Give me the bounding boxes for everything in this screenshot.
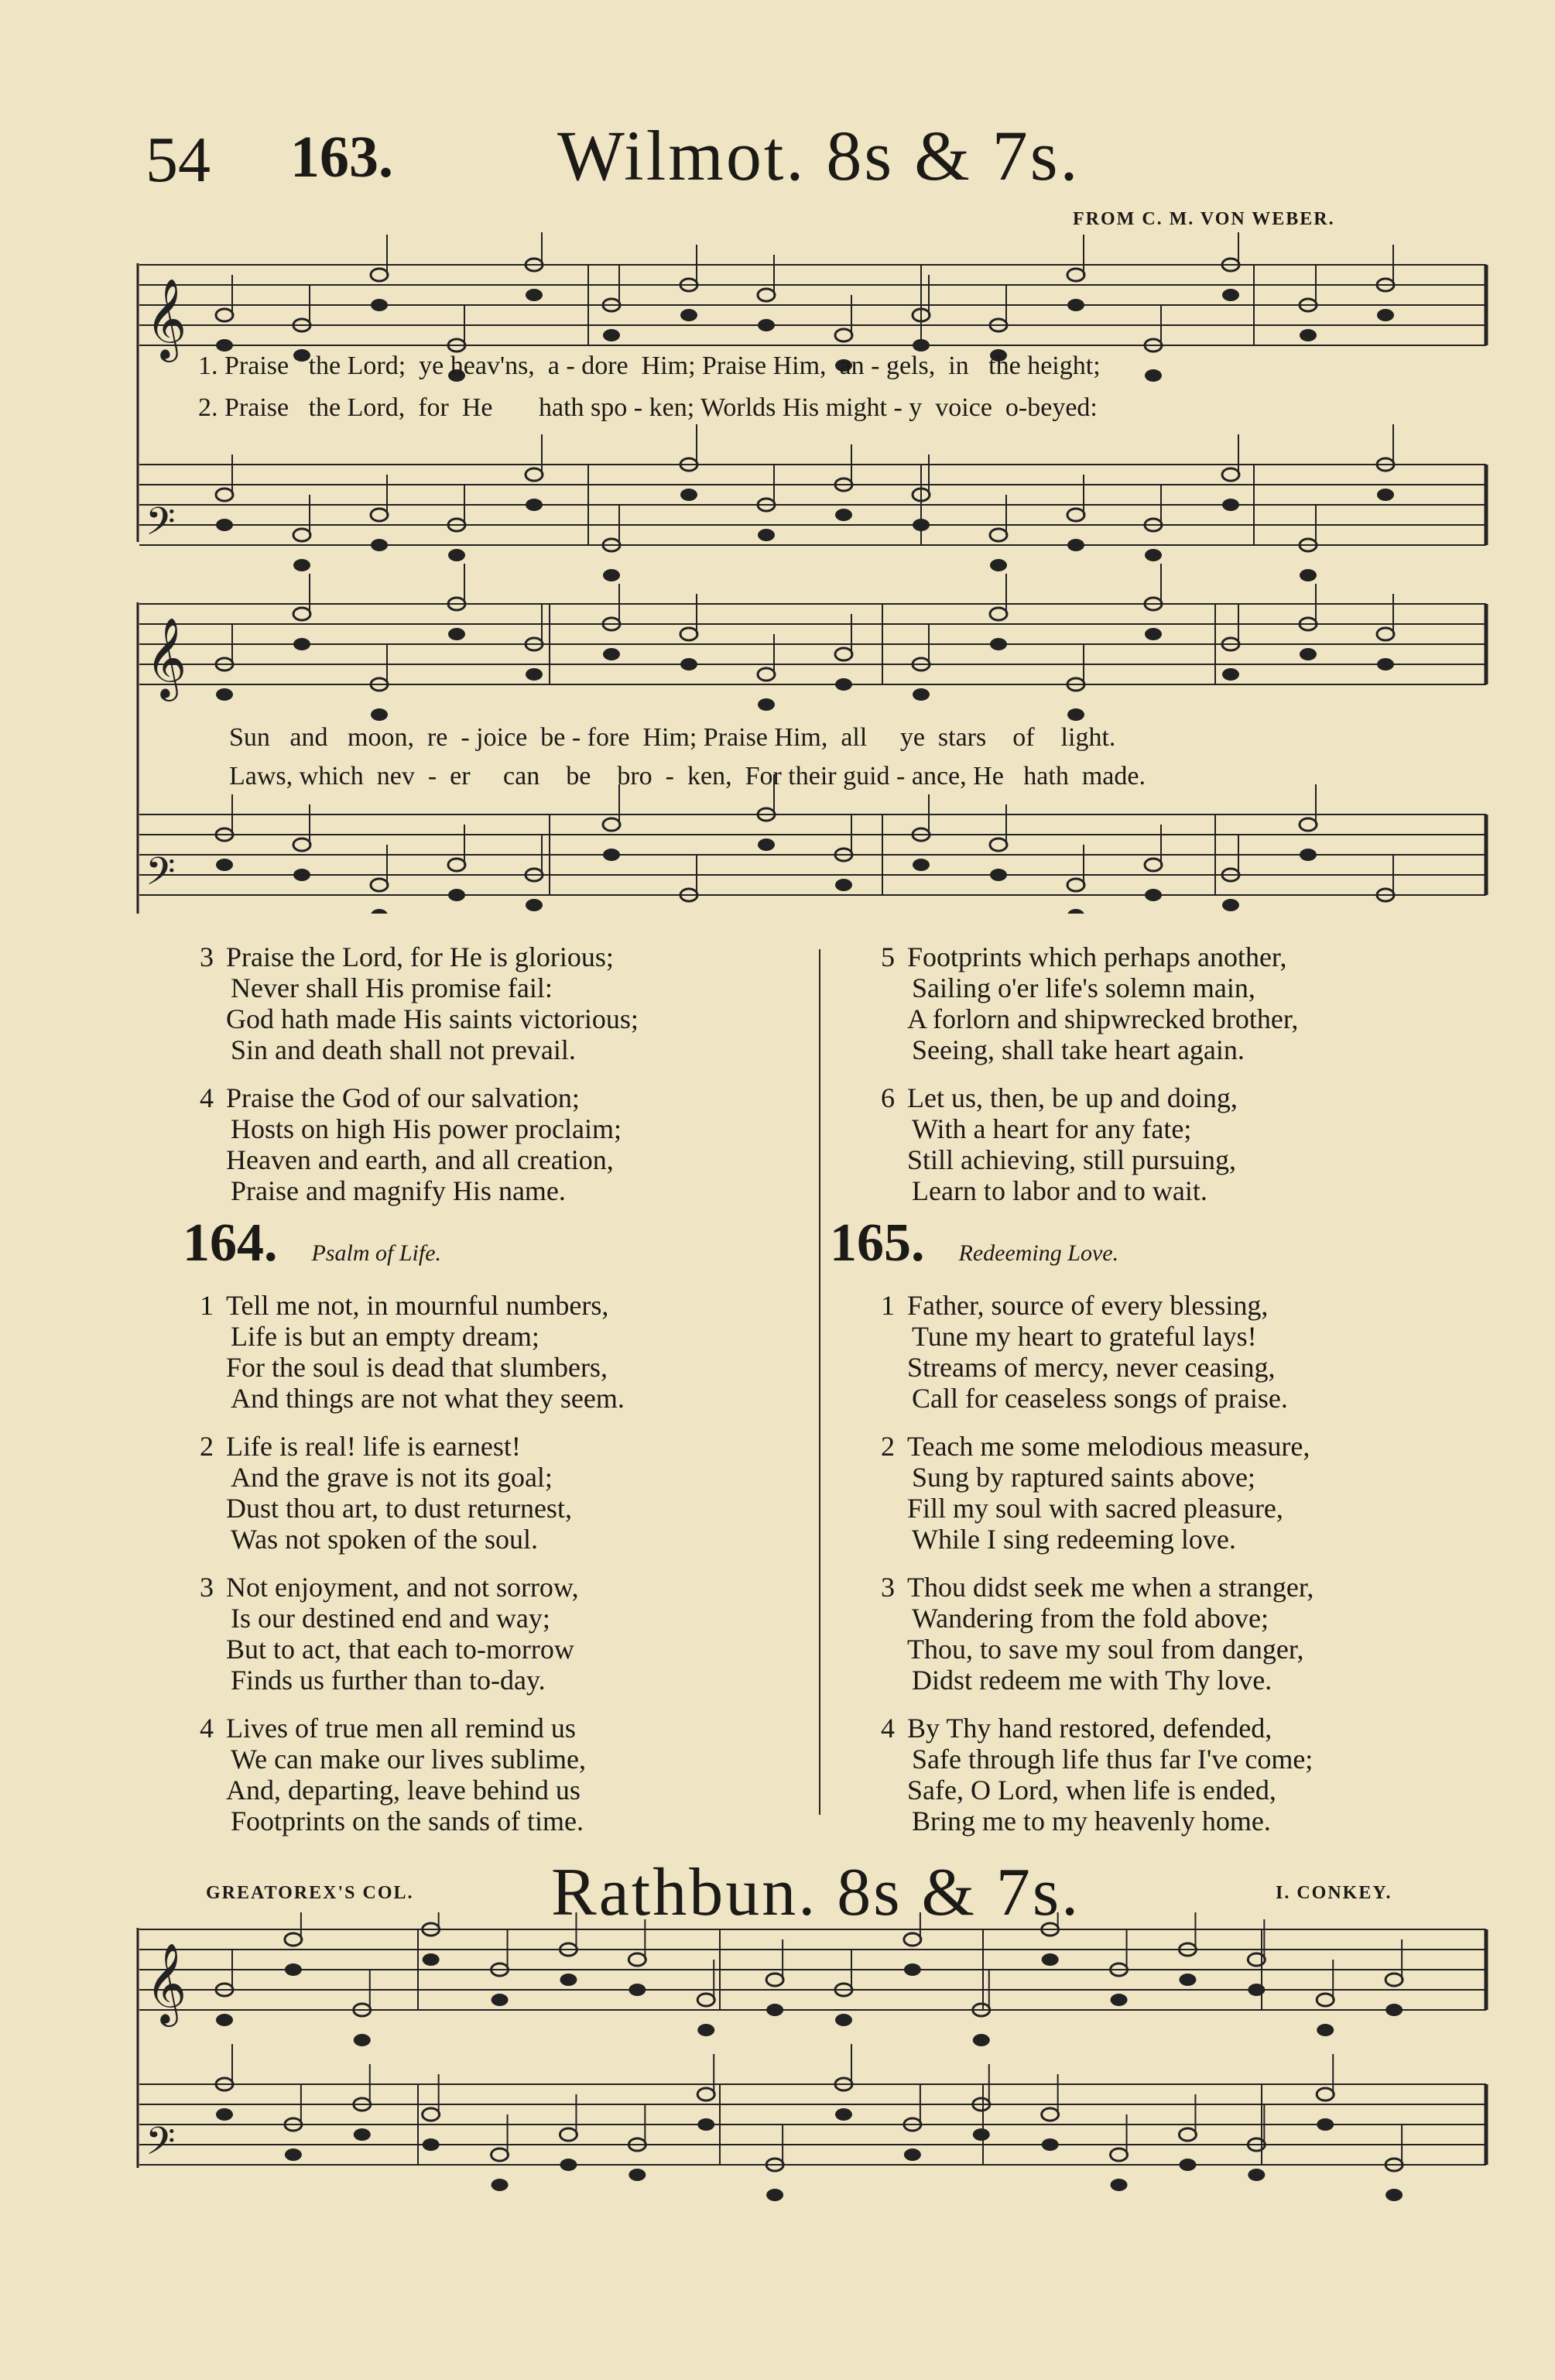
- note-head: [354, 2128, 371, 2141]
- note-head: [526, 289, 543, 301]
- note-head: [990, 608, 1007, 620]
- tune-title-wilmot: Wilmot. 8s & 7s.: [557, 116, 1081, 195]
- stanza-line: Lives of true men all remind us: [226, 1713, 576, 1744]
- note-head: [371, 708, 388, 721]
- stanza-number: 2: [881, 1431, 895, 1462]
- stanza-number: 2: [200, 1431, 214, 1462]
- stanza-number: 4: [881, 1713, 895, 1744]
- note-head: [1248, 2169, 1265, 2181]
- stanza-line: Praise and magnify His name.: [231, 1175, 566, 1206]
- stanza-line: Was not spoken of the soul.: [231, 1524, 539, 1555]
- note-head: [913, 688, 930, 701]
- stanza-line: Wandering from the fold above;: [912, 1603, 1269, 1634]
- note-head: [1377, 628, 1394, 640]
- note-head: [990, 529, 1007, 541]
- note-head: [904, 2149, 921, 2161]
- stanza-line: We can make our lives sublime,: [231, 1744, 586, 1775]
- note-head: [603, 329, 620, 341]
- note-head: [766, 2189, 783, 2201]
- note-head: [216, 339, 233, 352]
- stanza-number: 4: [200, 1713, 214, 1744]
- stanza-line: With a heart for any fate;: [912, 1113, 1192, 1144]
- note-head: [448, 549, 465, 561]
- note-head: [216, 519, 233, 531]
- stanza-line: Bring me to my heavenly home.: [912, 1806, 1271, 1836]
- note-head: [1300, 818, 1317, 831]
- note-head: [1385, 1974, 1403, 1986]
- note-head: [603, 818, 620, 831]
- stanza-line: Sailing o'er life's solemn main,: [912, 972, 1255, 1003]
- stanza-line: Dust thou art, to dust returnest,: [226, 1493, 572, 1524]
- stanza-line: Tell me not, in mournful numbers,: [226, 1290, 609, 1321]
- note-head: [560, 1974, 577, 1986]
- note-head: [526, 499, 543, 511]
- note-head: [913, 859, 930, 871]
- note-head: [1145, 628, 1162, 640]
- note-head: [371, 509, 388, 521]
- hymn-164-heading: [183, 1212, 441, 1274]
- note-head: [1042, 2138, 1059, 2151]
- stanza-line: Praise the Lord, for He is glorious;: [226, 941, 614, 972]
- stanza-line: And things are not what they seem.: [231, 1383, 625, 1414]
- stanza-line: Didst redeem me with Thy love.: [912, 1665, 1272, 1696]
- note-head: [758, 289, 775, 301]
- note-head: [680, 489, 697, 501]
- stanza-number: 3: [200, 941, 214, 972]
- note-head: [448, 889, 465, 901]
- hymn-number-163: 163.: [290, 125, 393, 190]
- note-head: [603, 569, 620, 581]
- note-head: [526, 899, 543, 911]
- stanza-line: Praise the God of our salvation;: [226, 1082, 580, 1113]
- note-head: [1300, 569, 1317, 581]
- note-head: [423, 2108, 440, 2121]
- note-head: [216, 2014, 233, 2026]
- stanza-3: [200, 1572, 803, 1696]
- note-head: [1145, 889, 1162, 901]
- stanza-1: [200, 1290, 803, 1414]
- note-head: [629, 1953, 646, 1966]
- stanza-line: By Thy hand restored, defended,: [907, 1713, 1272, 1744]
- note-head: [1317, 2118, 1334, 2131]
- page-number: 54: [146, 124, 211, 196]
- lyric-line-v1-system2: Sun and moon, re - joice be - fore Him; Praise Him, all ye stars of light.: [229, 723, 1116, 752]
- note-head: [1067, 299, 1084, 311]
- stanza-line: Safe through life thus far I've come;: [912, 1744, 1314, 1775]
- note-head: [1111, 2179, 1128, 2191]
- note-head: [835, 648, 852, 660]
- note-head: [371, 269, 388, 281]
- note-head: [758, 319, 775, 331]
- column-divider: [819, 949, 820, 1815]
- note-head: [680, 309, 697, 321]
- stanza-line: Heaven and earth, and all creation,: [226, 1144, 614, 1175]
- note-head: [835, 2108, 852, 2121]
- note-head: [758, 838, 775, 851]
- note-head: [1222, 499, 1239, 511]
- note-head: [293, 638, 310, 650]
- hymn-165-heading: [830, 1212, 1118, 1274]
- note-head: [835, 329, 852, 341]
- stanza-line: Not enjoyment, and not sorrow,: [226, 1572, 579, 1603]
- stanza-line: Is our destined end and way;: [231, 1603, 550, 1634]
- stanza-line: Hosts on high His power proclaim;: [231, 1113, 622, 1144]
- stanza-line: Never shall His promise fail:: [231, 972, 553, 1003]
- note-head: [697, 2118, 714, 2131]
- note-head: [680, 628, 697, 640]
- note-head: [1179, 2128, 1196, 2141]
- stanza-line: Seeing, shall take heart again.: [912, 1034, 1245, 1065]
- stanza-line: God hath made His saints victorious;: [226, 1003, 639, 1034]
- note-head: [1300, 648, 1317, 660]
- stanza-4: [200, 1082, 803, 1206]
- note-head: [216, 859, 233, 871]
- note-head: [603, 849, 620, 861]
- note-head: [423, 2138, 440, 2151]
- note-head: [1145, 549, 1162, 561]
- stanza-4: [881, 1713, 1531, 1836]
- note-head: [835, 509, 852, 521]
- note-head: [1067, 509, 1084, 521]
- note-head: [766, 2004, 783, 2016]
- note-head: [758, 529, 775, 541]
- note-head: [285, 2149, 302, 2161]
- note-head: [560, 2159, 577, 2171]
- stanza-number: 1: [200, 1290, 214, 1321]
- note-head: [1145, 859, 1162, 871]
- stanza-line: Tune my heart to grateful lays!: [912, 1321, 1257, 1352]
- stanza-line: Finds us further than to-day.: [231, 1665, 546, 1696]
- note-head: [216, 309, 233, 321]
- composer-credit: FROM C. M. VON WEBER.: [1073, 209, 1335, 229]
- note-head: [990, 869, 1007, 881]
- stanza-number: 3: [200, 1572, 214, 1603]
- note-head: [1067, 909, 1084, 914]
- note-head: [1317, 2088, 1334, 2101]
- hymn-title-164: Psalm of Life.: [311, 1240, 442, 1266]
- rathbun-music-score: [132, 1912, 1494, 2222]
- stanza-3: [881, 1572, 1531, 1696]
- note-head: [1385, 2004, 1403, 2016]
- note-head: [354, 2034, 371, 2046]
- bass-clef-icon: 𝄢: [146, 2119, 176, 2173]
- lyric-line-v1-system1: 1. Praise the Lord; ye heav'ns, a - dore Him; Praise Him, an - gels, in the height;: [198, 352, 1101, 380]
- note-head: [492, 2179, 509, 2191]
- stanza-line: Footprints on the sands of time.: [231, 1806, 584, 1836]
- treble-clef-icon: 𝄞: [146, 1943, 187, 2024]
- stanza-number: 3: [881, 1572, 895, 1603]
- stanza-line: Still achieving, still pursuing,: [907, 1144, 1236, 1175]
- note-head: [629, 2169, 646, 2181]
- note-head: [1300, 329, 1317, 341]
- note-head: [1222, 289, 1239, 301]
- stanza-3: [200, 941, 803, 1065]
- stanza-line: Sung by raptured saints above;: [912, 1462, 1255, 1493]
- treble-clef-icon: 𝄞: [146, 617, 187, 698]
- note-head: [697, 1994, 714, 2006]
- note-head: [216, 2108, 233, 2121]
- hymn-title-165: Redeeming Love.: [958, 1240, 1119, 1266]
- stanza-line: Sin and death shall not prevail.: [231, 1034, 576, 1065]
- note-head: [766, 1974, 783, 1986]
- hymn-number-164: 164.: [183, 1213, 278, 1273]
- note-head: [1377, 309, 1394, 321]
- note-head: [1248, 1984, 1265, 1996]
- note-head: [904, 1933, 921, 1946]
- note-head: [293, 559, 310, 571]
- stanza-line: Thou didst seek me when a stranger,: [907, 1572, 1314, 1603]
- note-head: [697, 2088, 714, 2101]
- note-head: [603, 648, 620, 660]
- note-head: [1300, 849, 1317, 861]
- note-head: [973, 2034, 990, 2046]
- stanza-5: [881, 941, 1516, 1065]
- note-head: [1222, 899, 1239, 911]
- stanza-6: [881, 1082, 1516, 1206]
- stanza-line: Thou, to save my soul from danger,: [907, 1634, 1304, 1665]
- note-head: [1067, 708, 1084, 721]
- stanza-line: Life is real! life is earnest!: [226, 1431, 521, 1462]
- note-head: [1179, 1974, 1196, 1986]
- note-head: [216, 688, 233, 701]
- bass-clef-icon: 𝄢: [146, 499, 176, 554]
- hymn-164-stanzas: [200, 1290, 803, 1854]
- stanza-2: [200, 1431, 803, 1555]
- note-head: [1222, 668, 1239, 681]
- note-head: [1111, 1994, 1128, 2006]
- note-head: [913, 339, 930, 352]
- note-head: [285, 1963, 302, 1976]
- note-head: [448, 628, 465, 640]
- note-head: [1067, 879, 1084, 891]
- note-head: [1067, 269, 1084, 281]
- note-head: [990, 638, 1007, 650]
- note-head: [758, 668, 775, 681]
- note-head: [371, 539, 388, 551]
- wilmot-stanzas-left: [200, 941, 803, 1223]
- stanza-line: And the grave is not its goal;: [231, 1462, 553, 1493]
- lyric-line-v2-system2: Laws, which nev - er can be bro - ken, For their guid - ance, He hath made.: [229, 762, 1146, 790]
- note-head: [293, 838, 310, 851]
- stanza-line: Safe, O Lord, when life is ended,: [907, 1775, 1276, 1806]
- stanza-number: 5: [881, 941, 895, 972]
- note-head: [697, 2024, 714, 2036]
- stanza-line: Footprints which perhaps another,: [907, 941, 1287, 972]
- stanza-number: 4: [200, 1082, 214, 1113]
- wilmot-stanzas-right: [881, 941, 1516, 1223]
- stanza-number: 6: [881, 1082, 895, 1113]
- note-head: [1317, 2024, 1334, 2036]
- note-head: [560, 2128, 577, 2141]
- stanza-1: [881, 1290, 1531, 1414]
- stanza-line: Let us, then, be up and doing,: [907, 1082, 1238, 1113]
- source-credit: GREATOREX'S COL.: [206, 1883, 414, 1903]
- note-head: [990, 838, 1007, 851]
- stanza-line: Learn to labor and to wait.: [912, 1175, 1207, 1206]
- note-head: [492, 2149, 509, 2161]
- note-head: [758, 698, 775, 711]
- stanza-line: Streams of mercy, never ceasing,: [907, 1352, 1276, 1383]
- note-head: [526, 468, 543, 481]
- note-head: [1222, 468, 1239, 481]
- lyric-line-v2-system1: 2. Praise the Lord, for He hath spo - ken; Worlds His might - y voice o-beyed:: [198, 393, 1098, 422]
- note-head: [1111, 2149, 1128, 2161]
- stanza-line: Life is but an empty dream;: [231, 1321, 539, 1352]
- note-head: [1042, 1953, 1059, 1966]
- note-head: [285, 1933, 302, 1946]
- stanza-line: Teach me some melodious measure,: [907, 1431, 1310, 1462]
- note-head: [835, 2014, 852, 2026]
- note-head: [216, 489, 233, 501]
- note-head: [371, 299, 388, 311]
- note-head: [1377, 658, 1394, 670]
- note-head: [629, 1984, 646, 1996]
- note-head: [1248, 1953, 1265, 1966]
- note-head: [448, 859, 465, 871]
- note-head: [492, 1994, 509, 2006]
- note-head: [913, 519, 930, 531]
- note-head: [1145, 369, 1162, 382]
- hymn-number-165: 165.: [830, 1213, 925, 1273]
- note-head: [835, 879, 852, 891]
- note-head: [1377, 489, 1394, 501]
- note-head: [423, 1953, 440, 1966]
- wilmot-music-score: [132, 232, 1494, 914]
- stanza-line: A forlorn and shipwrecked brother,: [907, 1003, 1299, 1034]
- treble-clef-icon: 𝄞: [146, 278, 187, 359]
- tune-title-rathbun: Rathbun. 8s & 7s.: [551, 1855, 1081, 1930]
- note-head: [1067, 539, 1084, 551]
- note-head: [835, 678, 852, 691]
- note-head: [1317, 1994, 1334, 2006]
- note-head: [990, 559, 1007, 571]
- stanza-number: 1: [881, 1290, 895, 1321]
- note-head: [293, 869, 310, 881]
- hymn-165-stanzas: [881, 1290, 1531, 1854]
- note-head: [293, 529, 310, 541]
- stanza-line: Fill my soul with sacred pleasure,: [907, 1493, 1283, 1524]
- note-head: [680, 658, 697, 670]
- note-head: [526, 668, 543, 681]
- stanza-line: And, departing, leave behind us: [226, 1775, 581, 1806]
- note-head: [1179, 2159, 1196, 2171]
- stanza-line: While I sing redeeming love.: [912, 1524, 1236, 1555]
- stanza-line: Call for ceaseless songs of praise.: [912, 1383, 1288, 1414]
- stanza-line: Father, source of every blessing,: [907, 1290, 1269, 1321]
- stanza-line: But to act, that each to-morrow: [226, 1634, 574, 1665]
- note-head: [973, 2128, 990, 2141]
- composer-credit-conkey: I. CONKEY.: [1276, 1883, 1392, 1903]
- note-head: [293, 608, 310, 620]
- stanza-4: [200, 1713, 803, 1836]
- stanza-2: [881, 1431, 1531, 1555]
- stanza-line: For the soul is dead that slumbers,: [226, 1352, 608, 1383]
- note-head: [371, 909, 388, 914]
- bass-clef-icon: 𝄢: [146, 849, 176, 904]
- note-head: [904, 1963, 921, 1976]
- note-head: [371, 879, 388, 891]
- note-head: [1385, 2189, 1403, 2201]
- note-head: [1042, 2108, 1059, 2121]
